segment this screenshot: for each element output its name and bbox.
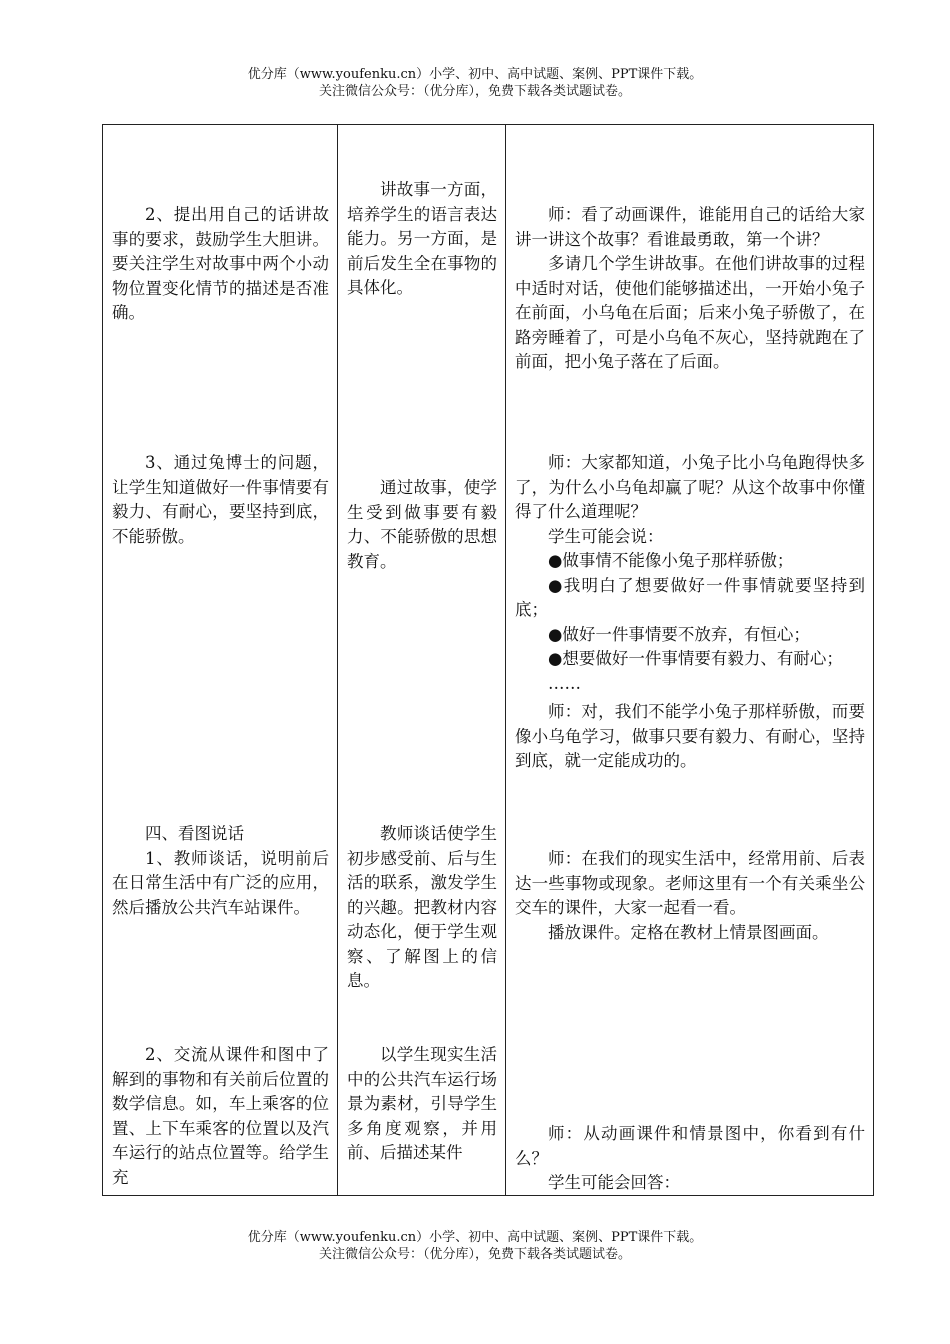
- lesson-table: [102, 124, 874, 1196]
- section-title: 四、看图说话: [145, 824, 244, 843]
- row1-intent-text: 讲故事一方面，培养学生的语言表达能力。另一方面，是前后发生全在事物的具体化。: [347, 180, 497, 297]
- ellipsis: ……: [548, 673, 581, 693]
- row3-teacher-speech: 师：在我们的现实生活中，经常用前、后表达一些事物或现象。老师这里有一个有关乘坐公交车的课件，大家一起看一看。: [515, 849, 865, 917]
- row3-design-intent: [347, 822, 497, 994]
- column-divider-1: [337, 125, 338, 1195]
- row3-intent-text: 教师谈话使学生初步感受前、后与生活的联系，激发学生的兴趣。把教材内容动态化，便于学生观察、了解图上的信息。: [347, 824, 497, 990]
- row3-teaching-step: [112, 822, 329, 920]
- row2-intent-text: 通过故事，使学生受到做事要有毅力、不能骄傲的思想教育。: [347, 478, 497, 571]
- page-header: [0, 66, 950, 100]
- student-answer-item: ●我明白了想要做好一件事情就要坚持到底；: [515, 575, 865, 619]
- row2-teacher-question: 师：大家都知道，小兔子比小乌龟跑得快多了，为什么小乌龟却赢了呢？从这个故事中你懂得了什么道理呢？: [515, 453, 865, 521]
- row1-step-text: 2、提出用自己的话讲故事的要求，鼓励学生大胆讲。要关注学生对故事中两个小动物位置变化情节的描述是否准确。: [112, 205, 329, 322]
- student-answer-item: ●想要做好一件事情要有毅力、有耐心；: [548, 649, 843, 668]
- page-footer: [0, 1229, 950, 1263]
- row4-student-answers-intro: 学生可能会回答：: [548, 1173, 680, 1192]
- row4-design-intent: [347, 1043, 497, 1166]
- row3-activity-note: 播放课件。定格在教材上情景图画面。: [548, 922, 829, 942]
- row2-student-answers-intro: 学生可能会说：: [548, 526, 664, 546]
- header-line-2: 关注微信公众号：（优分库），免费下载各类试题试卷。: [318, 84, 631, 99]
- column-divider-2: [505, 125, 506, 1195]
- header-line-1: 优分库（www.youfenku.cn）小学、初中、高中试题、案例、PPT课件下载。: [247, 67, 703, 82]
- row1-classroom-activity: [515, 203, 865, 375]
- row4-intent-text: 以学生现实生活中的公共汽车运行场景为素材，引导学生多角度观察，并用前、后描述某件: [347, 1045, 497, 1162]
- row2-classroom-activity: [515, 451, 865, 774]
- row3-step-text: 1、教师谈话，说明前后在日常生活中有广泛的应用，然后播放公共汽车站课件。: [112, 848, 329, 917]
- row4-teaching-step: [112, 1043, 329, 1190]
- row1-design-intent: [347, 178, 497, 301]
- row2-step-text: 3、通过兔博士的问题，让学生知道做好一件事情要有毅力、有耐心，要坚持到底，不能骄傲。: [112, 453, 329, 546]
- row1-teacher-question: 师：看了动画课件，谁能用自己的话给大家讲一讲这个故事？看谁最勇敢，第一个讲？: [515, 205, 865, 249]
- row2-design-intent: [347, 476, 497, 574]
- row4-classroom-activity: [515, 1122, 865, 1196]
- row1-teaching-step: [112, 203, 329, 326]
- row1-activity-note: 多请几个学生讲故事。在他们讲故事的过程中适时对话，使他们能够描述出，一开始小兔子在前面，小乌龟在后面；后来小兔子骄傲了，在路旁睡着了，可是小乌龟不灰心，坚持就跑在了前面，把小兔子落在了后面。: [515, 254, 865, 371]
- footer-line-2: 关注微信公众号：（优分库），免费下载各类试题试卷。: [318, 1247, 631, 1262]
- student-answer-item: ●做事情不能像小兔子那样骄傲；: [548, 551, 794, 570]
- student-answer-item: ●做好一件事情要不放弃，有恒心；: [548, 624, 810, 644]
- row2-teacher-conclusion: 师：对，我们不能学小兔子那样骄傲，而要像小乌龟学习，做事只要有毅力、有耐心，坚持到底，就一定能成功的。: [515, 702, 865, 770]
- row2-teaching-step: [112, 451, 329, 549]
- row3-classroom-activity: [515, 847, 865, 945]
- row4-step-text: 2、交流从课件和图中了解到的事物和有关前后位置的数学信息。如，车上乘客的位置、上下车乘客的位置以及汽车运行的站点位置等。给学生充: [112, 1045, 329, 1187]
- row4-teacher-question: 师：从动画课件和情景图中，你看到有什么？: [515, 1124, 865, 1168]
- footer-line-1: 优分库（www.youfenku.cn）小学、初中、高中试题、案例、PPT课件下载。: [247, 1230, 703, 1245]
